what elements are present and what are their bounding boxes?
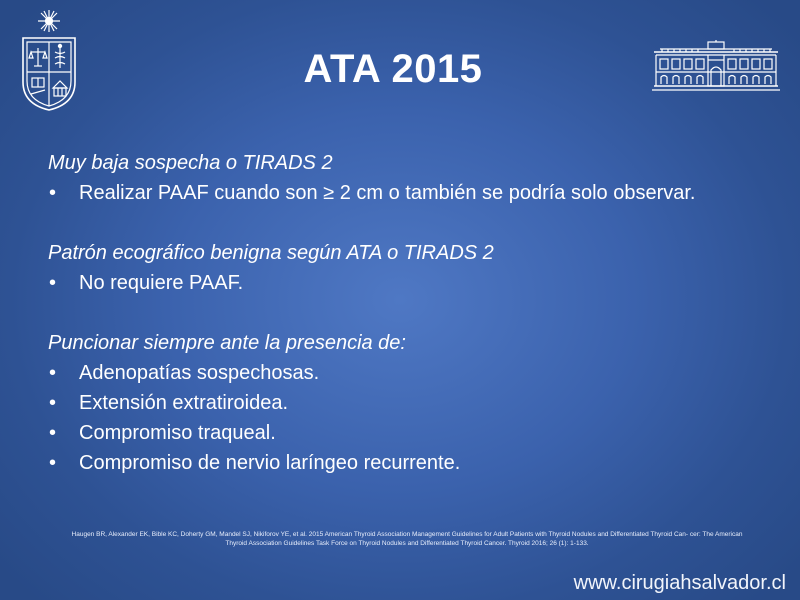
bullet-icon: • <box>49 392 57 414</box>
list-item-text: Extensión extratiroidea. <box>79 392 289 414</box>
section-always-puncture <box>48 328 768 478</box>
section-heading: Muy baja sospecha o TIRADS 2 <box>48 152 333 174</box>
list-item <box>48 448 768 478</box>
section-benign-pattern <box>48 238 768 298</box>
bullet-icon: • <box>49 272 57 294</box>
slide-content <box>48 148 768 508</box>
section-heading: Patrón ecográfico benigna según ATA o TIRADS 2 <box>48 242 494 264</box>
list-item <box>48 358 768 388</box>
list-item <box>48 268 768 298</box>
list-item-text: Compromiso traqueal. <box>79 422 276 444</box>
list-item <box>48 388 768 418</box>
list-item-text: Adenopatías sospechosas. <box>79 362 320 384</box>
website-url: www.cirugiahsalvador.cl <box>573 572 786 594</box>
bullet-list <box>48 358 768 478</box>
bullet-icon: • <box>49 422 57 444</box>
bullet-list <box>48 178 768 208</box>
list-item <box>48 178 768 208</box>
citation-footnote: Haugen BR, Alexander EK, Bible KC, Doherty GM, Mandel SJ, Nikiforov YE, et al. 2015 American Thyroid Association Management Guidelines for Adult Patients with Thyroid Nodules and Differentiated Thyroid Can- cer: The American Thyroid Association Guidelines Task Force on Thyroid Nodules and Differentiated Thyroid Cancer. Thyroid 2016; 26 (1): 1-133. <box>71 531 743 547</box>
list-item-text: Realizar PAAF cuando son ≥ 2 cm o también se podría solo observar. <box>79 182 696 204</box>
section-heading: Puncionar siempre ante la presencia de: <box>48 332 406 354</box>
list-item <box>48 418 768 448</box>
section-very-low-suspicion <box>48 148 768 208</box>
list-item-text: No requiere PAAF. <box>79 272 244 294</box>
bullet-icon: • <box>49 362 57 384</box>
list-item-text: Compromiso de nervio laríngeo recurrente. <box>79 452 461 474</box>
bullet-icon: • <box>49 452 57 474</box>
slide-title: ATA 2015 <box>303 47 483 91</box>
bullet-icon: • <box>49 182 57 204</box>
bullet-list <box>48 268 768 298</box>
